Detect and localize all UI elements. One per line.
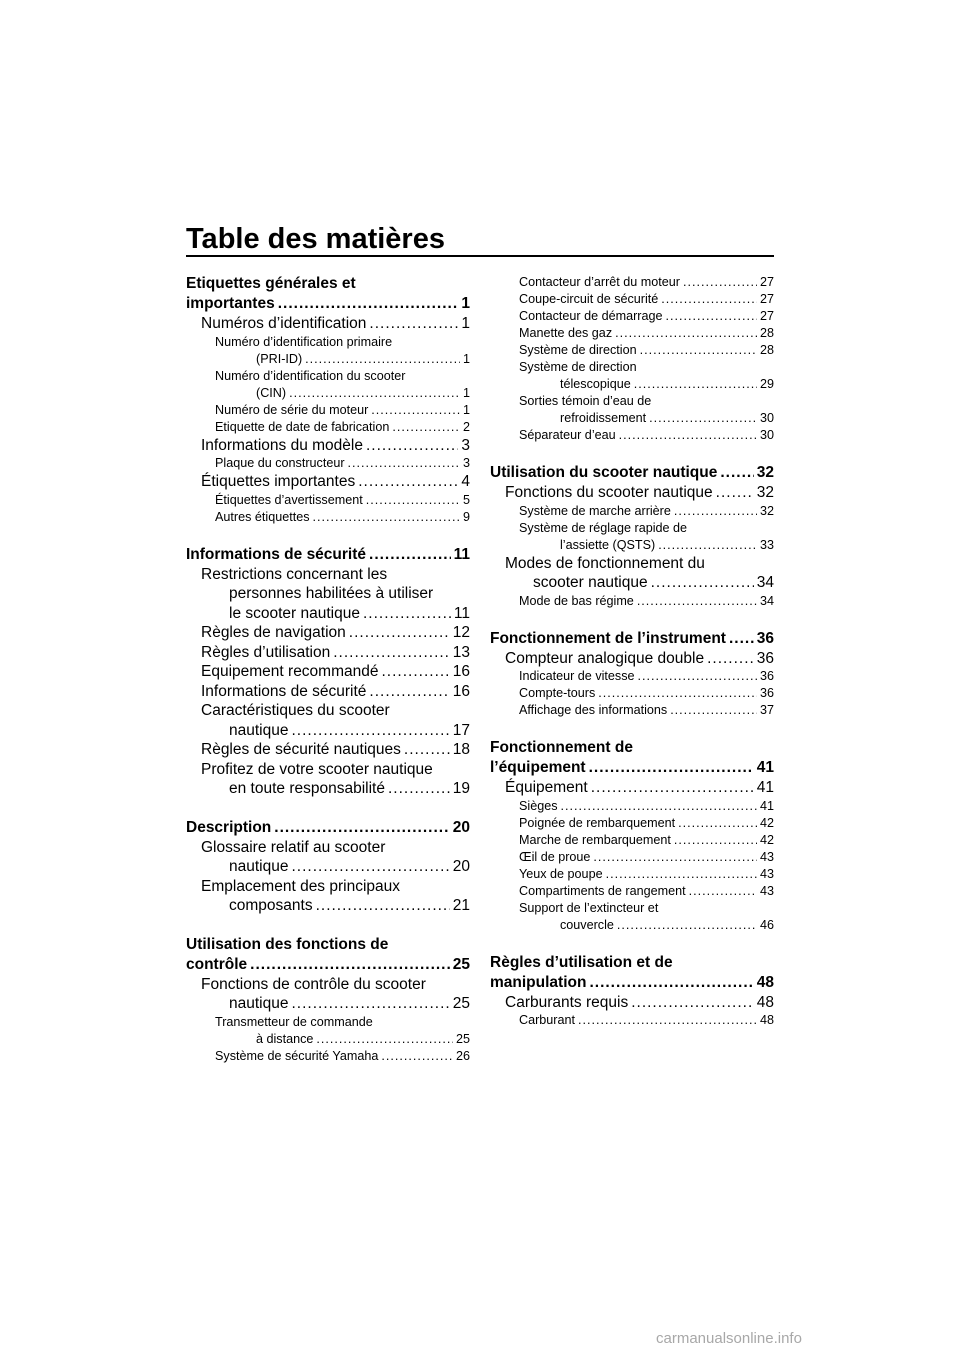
page-title: Table des matières: [186, 223, 445, 255]
dot-leader: [606, 866, 757, 883]
toc-entry-level-3[interactable]: [490, 668, 774, 685]
toc-entry-text: Emplacement des principaux: [201, 877, 401, 895]
dot-leader: [670, 702, 757, 719]
toc-entry-text: Profitez de votre scooter nautique: [201, 760, 433, 778]
dot-leader: [689, 883, 757, 900]
toc-entry-text: Système de direction: [519, 360, 637, 374]
toc-entry-level-3[interactable]: [490, 702, 774, 719]
page-number: 4: [461, 473, 470, 490]
dot-leader: [678, 815, 757, 832]
toc-entry-level-2[interactable]: [186, 877, 470, 916]
toc-entry-level-3[interactable]: [490, 798, 774, 815]
toc-entry-text: Système de sécurité Yamaha: [215, 1048, 379, 1063]
toc-entry-level-3[interactable]: [186, 492, 470, 509]
toc-entry-text: Glossaire relatif au scooter: [201, 838, 386, 856]
toc-entry-level-2[interactable]: [490, 554, 774, 593]
toc-entry-level-3[interactable]: [490, 685, 774, 702]
toc-entry-text: Compteur analogique double: [505, 649, 705, 667]
page-number: 17: [452, 721, 470, 739]
toc-entry-text: Système de marche arrière: [519, 503, 671, 518]
page-number: 16: [452, 663, 470, 680]
title-rule: [186, 255, 774, 257]
page-number: 25: [455, 1031, 470, 1046]
page-number: 27: [759, 275, 774, 289]
page-number: 29: [759, 377, 774, 391]
dot-leader: [250, 955, 450, 975]
dot-leader: [638, 668, 757, 685]
toc-entry-text: Utilisation des fonctions de: [186, 935, 389, 953]
dot-leader: [369, 682, 449, 702]
page-number: 42: [759, 815, 774, 830]
toc-entry-text: Indicateur de vitesse: [519, 669, 635, 683]
toc-entry-level-1[interactable]: [186, 935, 470, 975]
toc-entry-text: nautique: [229, 721, 289, 739]
toc-entry-text: Compartiments de rangement: [519, 883, 686, 898]
page-number: 48: [759, 1013, 774, 1027]
page-number: 33: [759, 537, 774, 552]
toc-entry-level-2[interactable]: [186, 623, 470, 643]
toc-entry-text: Numéros d’identification: [201, 315, 367, 332]
toc-entry-text: Manette des gaz: [519, 326, 613, 340]
toc-entry-level-2[interactable]: [490, 649, 774, 669]
page-number: 20: [452, 858, 470, 875]
dot-leader: [707, 649, 754, 669]
toc-entry-text: refroidissement: [560, 411, 647, 425]
toc-entry-text: Autres étiquettes: [215, 509, 310, 524]
dot-leader: [291, 857, 449, 877]
toc-entry-level-2[interactable]: [186, 740, 470, 760]
toc-entry-text: Transmetteur de commande: [215, 1014, 373, 1029]
toc-entry-text: Numéro de série du moteur: [215, 402, 369, 417]
page-number: 36: [759, 669, 774, 683]
toc-entry-text: Sorties témoin d’eau de: [519, 394, 652, 408]
dot-leader: [381, 1048, 453, 1065]
toc-entry-text: Fonctionnement de: [490, 739, 633, 756]
dot-leader: [348, 455, 460, 472]
toc-entry-text: (PRI-ID): [256, 351, 303, 366]
toc-entry-text: importantes: [186, 295, 275, 312]
dot-leader: [674, 832, 757, 849]
toc-entry-text: Numéro d’identification du scooter: [215, 368, 406, 383]
toc-entry-text: Œil de proue: [519, 849, 591, 864]
toc-entry-text: télescopique: [560, 377, 631, 391]
toc-entry-text: Système de direction: [519, 343, 637, 357]
page-number: 18: [452, 741, 470, 758]
toc-entry-text: à distance: [256, 1031, 314, 1046]
toc-entry-level-3[interactable]: [186, 419, 470, 436]
toc-entry-level-3[interactable]: [490, 883, 774, 900]
dot-leader: [591, 778, 754, 798]
dot-leader: [729, 629, 754, 649]
page-number: 36: [759, 686, 774, 700]
toc-entry-text: Numéro d’identification primaire: [215, 334, 393, 349]
toc-entry-text: Plaque du constructeur: [215, 456, 345, 470]
dot-leader: [366, 492, 460, 509]
toc-entry-level-1[interactable]: [490, 463, 774, 483]
page-number: 1: [462, 402, 470, 417]
toc-entry-level-1[interactable]: [490, 738, 774, 778]
toc-left-column: [186, 274, 470, 1065]
dot-leader: [649, 410, 757, 427]
toc-entry-text: contrôle: [186, 955, 248, 973]
page-number: 32: [756, 464, 774, 481]
page-number: 11: [453, 545, 470, 563]
toc-entry-level-3[interactable]: [186, 1014, 470, 1048]
toc-entry-text: manipulation: [490, 973, 587, 991]
dot-leader: [313, 509, 460, 526]
dot-leader: [363, 604, 451, 624]
toc-entry-level-2[interactable]: [186, 662, 470, 682]
page-number: 1: [461, 295, 470, 312]
toc-entry-text: l’assiette (QSTS): [560, 537, 656, 552]
toc-entry-level-3[interactable]: [490, 849, 774, 866]
page-number: 42: [759, 832, 774, 847]
page-number: 19: [452, 780, 470, 797]
page-number: 1: [462, 351, 470, 366]
toc-entry-text: composants: [229, 897, 313, 914]
toc-entry-level-3[interactable]: [490, 274, 774, 291]
toc-entry-text: personnes habilitées à utiliser: [229, 585, 434, 602]
dot-leader: [316, 1031, 453, 1048]
dot-leader: [349, 623, 450, 643]
toc-entry-level-2[interactable]: [490, 993, 774, 1013]
dot-leader: [674, 503, 757, 520]
dot-leader: [631, 993, 754, 1013]
dot-leader: [392, 419, 460, 436]
page-number: 3: [462, 456, 470, 470]
page-number: 30: [759, 428, 774, 442]
dot-leader: [637, 593, 757, 610]
dot-leader: [720, 463, 753, 483]
toc-entry-text: Mode de bas régime: [519, 593, 634, 608]
toc-entry-text: Poignée de rembarquement: [519, 815, 676, 830]
toc-entry-text: Affichage des informations: [519, 703, 668, 717]
toc-entry-level-2[interactable]: [186, 701, 470, 740]
dot-leader: [371, 402, 460, 419]
toc-entry-text: nautique: [229, 858, 289, 875]
dot-leader: [274, 818, 449, 838]
toc-entry-level-2[interactable]: [490, 483, 774, 503]
dot-leader: [333, 643, 450, 663]
toc-entry-text: Informations du modèle: [201, 436, 363, 454]
toc-entry-level-2[interactable]: [186, 643, 470, 663]
page-number: 34: [759, 593, 774, 608]
dot-leader: [278, 294, 459, 314]
page-number: 28: [759, 326, 774, 340]
toc-entry-level-1[interactable]: [186, 545, 470, 565]
page-number: 2: [462, 419, 470, 434]
toc-entry-level-3[interactable]: [490, 359, 774, 393]
toc-entry-text: Règles d’utilisation et de: [490, 953, 673, 971]
toc-entry-level-3[interactable]: [490, 520, 774, 554]
page-number: 30: [759, 411, 774, 425]
toc-entry-level-3[interactable]: [490, 308, 774, 325]
dot-leader: [388, 779, 450, 799]
dot-leader: [716, 483, 754, 503]
toc-entry-text: Etiquette de date de fabrication: [215, 419, 390, 434]
dot-leader: [617, 917, 757, 934]
toc-entry-level-3[interactable]: [186, 334, 470, 368]
toc-entry-level-2[interactable]: [490, 778, 774, 798]
toc-entry-level-2[interactable]: [186, 975, 470, 1014]
page-number: 32: [759, 503, 774, 518]
page-number: 28: [759, 343, 774, 357]
toc-entry-text: Règles de sécurité nautiques: [201, 741, 401, 758]
toc-entry-text: Contacteur de démarrage: [519, 309, 663, 323]
toc-entry-text: en toute responsabilité: [229, 780, 385, 797]
toc-entry-text: Marche de rembarquement: [519, 832, 671, 847]
dot-leader: [316, 896, 450, 916]
toc-entry-level-2[interactable]: [186, 682, 470, 702]
page-number: 36: [756, 629, 774, 647]
dot-leader: [651, 573, 754, 593]
toc-entry-text: Carburant: [519, 1013, 576, 1027]
toc-entry-level-3[interactable]: [490, 866, 774, 883]
dot-leader: [593, 849, 757, 866]
toc-entry-level-3[interactable]: [490, 325, 774, 342]
page-number: 43: [759, 866, 774, 881]
toc-entry-text: Fonctions de contrôle du scooter: [201, 975, 426, 993]
dot-leader: [589, 973, 753, 993]
toc-entry-level-2[interactable]: [186, 838, 470, 877]
toc-entry-text: Support de l’extincteur et: [519, 900, 659, 915]
toc-entry-text: Coupe-circuit de sécurité: [519, 292, 659, 306]
page-number: 11: [453, 604, 470, 622]
toc-entry-text: Contacteur d’arrêt du moteur: [519, 275, 681, 289]
page-number: 34: [756, 574, 774, 591]
toc-entry-level-3[interactable]: [490, 832, 774, 849]
page-number: 12: [452, 624, 470, 641]
page-number: 48: [756, 993, 774, 1011]
dot-leader: [291, 721, 449, 741]
toc-entry-text: Restrictions concernant les: [201, 565, 388, 583]
toc-entry-text: Fonctions du scooter nautique: [505, 484, 713, 501]
toc-entry-text: Informations de sécurité: [201, 682, 367, 700]
page-number: 16: [452, 682, 470, 700]
dot-leader: [305, 351, 460, 368]
toc-entry-text: scooter nautique: [533, 574, 648, 591]
toc-entry-text: l’équipement: [490, 759, 586, 776]
dot-leader: [640, 342, 757, 359]
page-number: 25: [452, 995, 470, 1012]
toc-entry-level-2[interactable]: [186, 565, 470, 624]
toc-entry-level-3[interactable]: [186, 509, 470, 526]
page-number: 32: [756, 484, 774, 501]
page-number: 46: [759, 917, 774, 932]
dot-leader: [658, 537, 757, 554]
page-number: 48: [756, 973, 774, 991]
toc-entry-level-3[interactable]: [490, 427, 774, 444]
toc-entry-level-3[interactable]: [490, 1012, 774, 1029]
dot-leader: [661, 291, 757, 308]
page-number: 27: [759, 309, 774, 323]
toc-entry-text: Étiquettes d’avertissement: [215, 492, 363, 507]
page-number: 26: [455, 1048, 470, 1063]
toc-entry-text: Sièges: [519, 798, 558, 813]
toc-entry-level-3[interactable]: [186, 455, 470, 472]
watermark: carmanualsonline.info: [656, 1330, 802, 1347]
toc-entry-level-3[interactable]: [186, 402, 470, 419]
toc-entry-text: Carburants requis: [505, 993, 629, 1011]
dot-leader: [291, 994, 449, 1014]
toc-entry-level-1[interactable]: [186, 274, 470, 314]
dot-leader: [358, 472, 458, 492]
page-number: 27: [759, 292, 774, 306]
toc-entry-level-2[interactable]: [186, 472, 470, 492]
toc-entry-text: Etiquettes générales et: [186, 275, 356, 292]
dot-leader: [289, 385, 460, 402]
page-number: 36: [756, 649, 774, 667]
page-number: 41: [756, 759, 774, 776]
toc-entry-level-3[interactable]: [490, 900, 774, 934]
toc-entry-level-2[interactable]: [186, 760, 470, 799]
toc-entry-level-3[interactable]: [490, 815, 774, 832]
page-number: 43: [759, 849, 774, 864]
dot-leader: [619, 427, 757, 444]
toc-entry-text: couvercle: [560, 917, 614, 932]
dot-leader: [666, 308, 757, 325]
dot-leader: [615, 325, 757, 342]
toc-entry-text: (CIN): [256, 385, 287, 400]
toc-entry-text: Utilisation du scooter nautique: [490, 464, 718, 481]
toc-entry-text: Étiquettes importantes: [201, 473, 356, 490]
toc-entry-text: le scooter nautique: [229, 604, 360, 622]
toc-entry-level-3[interactable]: [490, 503, 774, 520]
toc-entry-text: Yeux de poupe: [519, 866, 603, 881]
dot-leader: [683, 274, 757, 291]
toc-entry-text: Modes de fonctionnement du: [505, 554, 705, 572]
toc-entry-text: Caractéristiques du scooter: [201, 702, 390, 719]
dot-leader: [369, 314, 458, 334]
dot-leader: [404, 740, 450, 760]
page-number: 25: [452, 955, 470, 973]
toc-entry-text: Informations de sécurité: [186, 545, 367, 563]
toc-entry-level-1[interactable]: [490, 629, 774, 649]
dot-leader: [634, 376, 757, 393]
toc-entry-text: Séparateur d’eau: [519, 428, 616, 442]
page-number: 41: [759, 798, 774, 813]
toc-entry-level-3[interactable]: [490, 342, 774, 359]
toc-entry-level-2[interactable]: [186, 436, 470, 456]
dot-leader: [382, 662, 450, 682]
page-number: 13: [452, 643, 470, 661]
dot-leader: [366, 436, 458, 456]
toc-entry-level-3[interactable]: [490, 291, 774, 308]
page-number: 20: [452, 818, 470, 836]
toc-entry-level-3[interactable]: [186, 368, 470, 402]
page-number: 5: [462, 492, 470, 507]
toc-entry-text: Système de réglage rapide de: [519, 520, 688, 535]
toc-entry-level-1[interactable]: [186, 818, 470, 838]
dot-leader: [561, 798, 757, 815]
toc-entry-level-3[interactable]: [490, 393, 774, 427]
toc-entry-level-3[interactable]: [490, 593, 774, 610]
toc-entry-level-1[interactable]: [490, 953, 774, 993]
toc-entry-text: Règles de navigation: [201, 624, 346, 641]
toc-entry-text: Description: [186, 818, 272, 836]
page-number: 1: [461, 315, 470, 332]
toc-entry-text: Règles d’utilisation: [201, 643, 331, 661]
dot-leader: [578, 1012, 757, 1029]
page-number: 43: [759, 883, 774, 898]
dot-leader: [598, 685, 757, 702]
page-number: 9: [462, 509, 470, 524]
toc-entry-text: Equipement recommandé: [201, 663, 379, 680]
page-number: 3: [461, 436, 470, 454]
page-number: 21: [452, 897, 470, 914]
toc-entry-text: Compte-tours: [519, 686, 596, 700]
dot-leader: [369, 545, 451, 565]
dot-leader: [589, 758, 754, 778]
toc-entry-text: Fonctionnement de l’instrument: [490, 629, 726, 647]
toc-entry-text: Équipement: [505, 779, 588, 796]
toc-entry-level-3[interactable]: [186, 1048, 470, 1065]
page-number: 37: [759, 703, 774, 717]
toc-entry-level-2[interactable]: [186, 314, 470, 334]
page-number: 1: [462, 385, 470, 400]
toc-right-column: [490, 274, 774, 1029]
toc-entry-text: nautique: [229, 995, 289, 1012]
page-number: 41: [756, 779, 774, 796]
